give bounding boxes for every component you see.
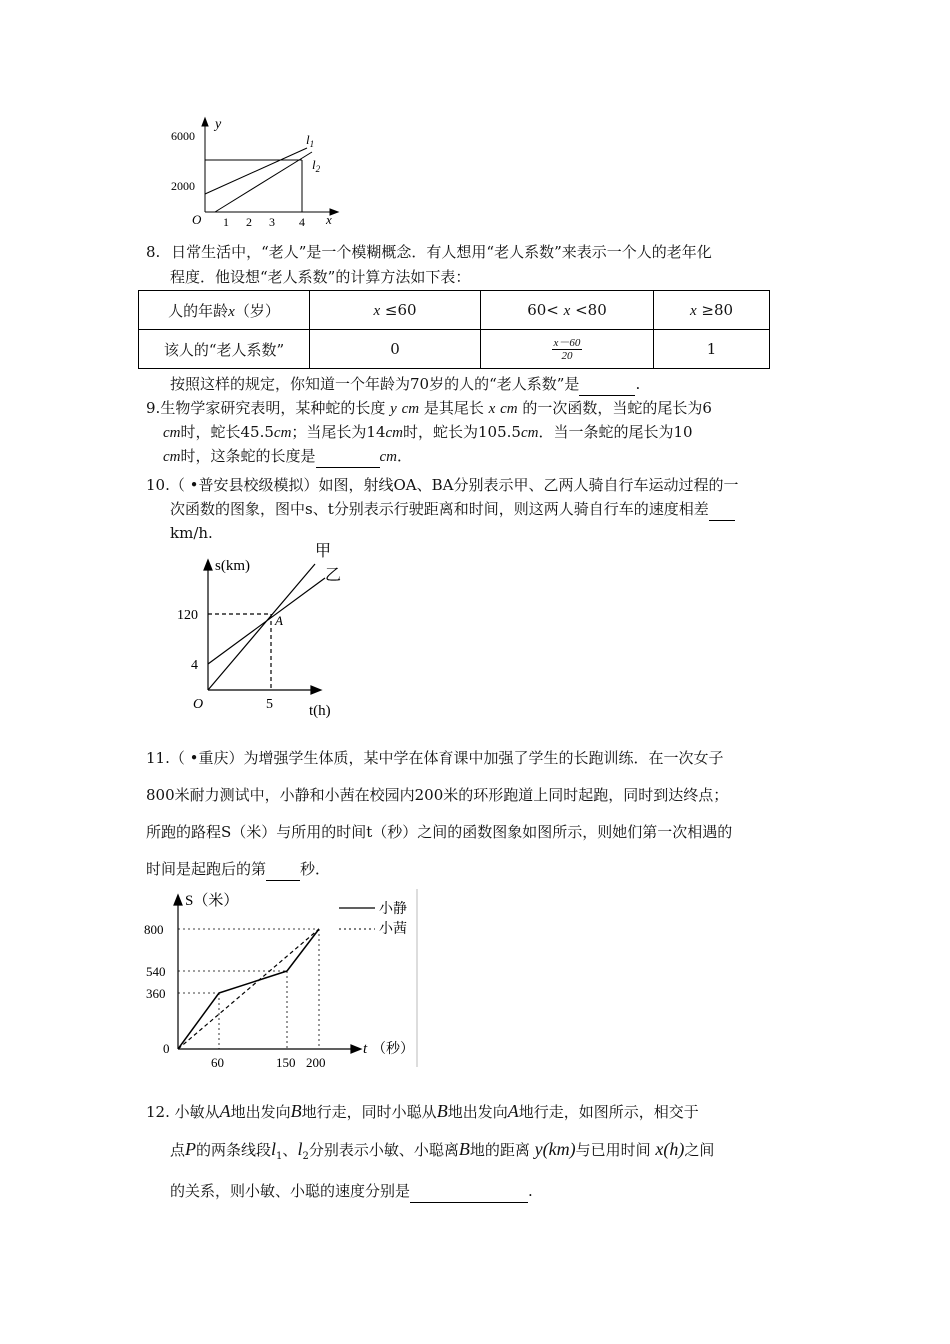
q11-xtick-150: 150 — [276, 1055, 296, 1070]
q10-label-jia: 甲 — [315, 543, 332, 560]
q10-x-label: t(h) — [309, 703, 331, 719]
q8-table-row-age — [139, 291, 770, 330]
q8-cell-coef-1: 1 — [654, 330, 770, 369]
q10-line-jia — [208, 564, 315, 690]
g1-origin: O — [192, 212, 202, 227]
q8-cell-ge80: x ≥80 — [654, 291, 770, 330]
q11-answer-blank[interactable] — [266, 858, 300, 881]
g1-xtick-4: 4 — [299, 215, 305, 229]
q11-legend-xiaojing: 小静 — [379, 902, 407, 917]
g1-line-l2 — [215, 152, 312, 212]
q10-ytick-120: 120 — [177, 608, 198, 623]
q11-y-label: S（米） — [185, 893, 239, 909]
q10-line-yi — [208, 578, 325, 664]
q9-line3: cm时，这条蛇的长度是 cm． — [163, 445, 412, 468]
g1-y-label: y — [215, 117, 222, 132]
g1-xtick-3: 3 — [269, 215, 275, 229]
q10-label-yi: 乙 — [325, 567, 342, 584]
q11-x-label-t: t — [363, 1041, 368, 1057]
q11-origin: 0 — [163, 1041, 170, 1056]
q11-ytick-540: 540 — [146, 964, 166, 979]
q12-line1: 12. 小敏从A地出发向B地行走，同时小聪从B地出发向A地行走，如图所示，相交于 — [146, 1101, 699, 1121]
q11-line1: 11.（ •重庆）为增强学生体质，某中学在体育课中加强了学生的长跑训练．在一次女子 — [146, 749, 724, 767]
q11-xtick-60: 60 — [211, 1055, 224, 1070]
g1-label-l1: $l_1$ — [306, 132, 315, 149]
q10-answer-blank[interactable] — [709, 498, 735, 521]
q8-table — [138, 290, 770, 369]
q8-line1 — [146, 241, 712, 263]
q10-line2: 次函数的图象，图中s、t分别表示行驶距离和时间，则这两人骑自行车的速度相差 — [170, 498, 735, 521]
q11-line4: 时间是起跑后的第 秒． — [146, 858, 330, 881]
q8-cell-le60: x ≤60 — [310, 291, 481, 330]
q9-line2: cm时，蛇长45.5cm；当尾长为14cm时，蛇长为105.5cm．当一条蛇的尾长为10 — [163, 423, 693, 441]
q10-ytick-4: 4 — [191, 658, 198, 673]
q10-line1: 10.（ •普安县校级模拟）如图，射线OA、BA分别表示甲、乙两人骑自行车运动过程的一 — [146, 476, 739, 494]
g1-xtick-2: 2 — [246, 215, 252, 229]
q11-line-xiaojing — [178, 993, 219, 1049]
q11-legend-xiaoqian: 小茜 — [379, 922, 407, 937]
q12-line3: 的关系，则小敏、小聪的速度分别是 . — [170, 1180, 533, 1203]
q11-line2: 800米耐力测试中，小静和小茜在校园内200米的环形跑道上同时起跑，同时到达终点； — [146, 786, 729, 804]
g1-label-l2: $l_2$ — [312, 157, 321, 174]
q12-line2: 点P的两条线段$l_1$、$l_2$分别表示小敏、小聪离B地的距离 y(km)与已用时间 x(h)之间 — [170, 1139, 715, 1162]
q11-ytick-360: 360 — [146, 986, 166, 1001]
q10-point-a: A — [275, 613, 283, 628]
graph-l1-l2 — [160, 112, 345, 232]
q8-cell-coef-frac: $\frac{x-60}{20}$ — [481, 330, 654, 369]
g1-ytick-2000: 2000 — [171, 179, 195, 193]
q11-x-label-unit: （秒） — [372, 1042, 414, 1057]
g1-x-label: x — [326, 212, 332, 227]
q11-line3: 所跑的路程S（米）与所用的时间t（秒）之间的函数图象如图所示，则她们第一次相遇的 — [146, 823, 733, 841]
q11-xtick-200: 200 — [306, 1055, 326, 1070]
q11-line-xiaoqian — [178, 929, 319, 1049]
q8-line2: 程度．他设想“老人系数”的计算方法如下表： — [170, 268, 471, 286]
q8-answer-blank[interactable] — [579, 373, 635, 396]
q8-line3: 按照这样的规定，你知道一个年龄为70岁的人的“老人系数”是 . — [170, 373, 640, 396]
g1-ytick-6000: 6000 — [171, 129, 195, 143]
q9-answer-blank[interactable] — [316, 445, 380, 468]
q8-cell-age-header: 人的年龄x（岁） — [139, 291, 310, 330]
q10-line3: km/h. — [170, 524, 213, 542]
q8-number: 8. — [146, 243, 161, 261]
q12-answer-blank[interactable] — [410, 1180, 528, 1203]
graph-q11 — [143, 887, 423, 1069]
g1-xtick-1: 1 — [223, 215, 229, 229]
q8-cell-60-80: 60< x <80 — [481, 291, 654, 330]
q8-text1: 日常生活中，“老人”是一个模糊概念．有人想用“老人系数”来表示一个人的老年化 — [171, 243, 712, 261]
q11-ytick-800: 800 — [144, 922, 164, 937]
q8-table-row-coef — [139, 330, 770, 369]
q10-y-label: s(km) — [215, 558, 250, 574]
q10-origin: O — [193, 697, 204, 712]
q10-xtick-5: 5 — [266, 697, 273, 712]
q8-cell-coef-header: 该人的“老人系数” — [139, 330, 310, 369]
q9-line1: 9.生物学家研究表明，某种蛇的长度 y cm 是其尾长 x cm 的一次函数，当蛇的尾长为6 — [146, 399, 712, 417]
q8-cell-coef-0: 0 — [310, 330, 481, 369]
graph-q10 — [177, 540, 355, 720]
